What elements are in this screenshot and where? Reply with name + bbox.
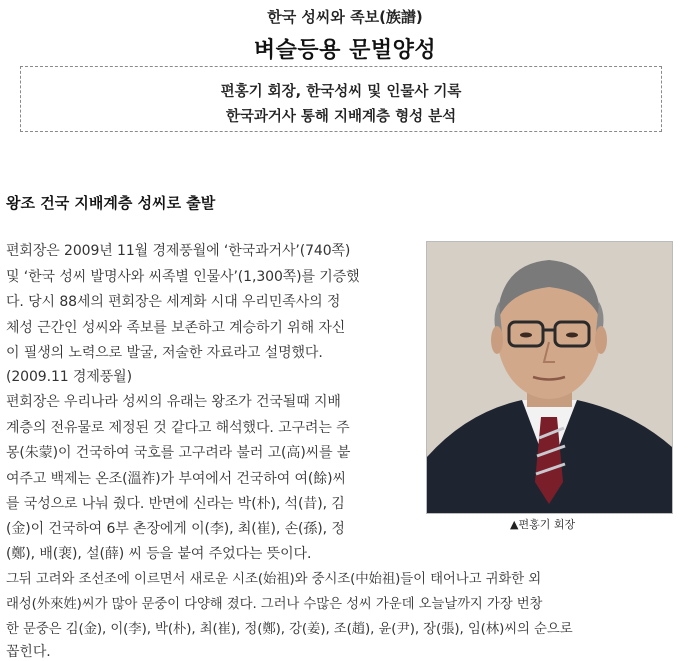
body-line: 꼽힌다. [6, 644, 51, 660]
body-line: (鄭), 배(裵), 설(薛) 씨 등을 붙여 주었다는 뜻이다. [6, 546, 312, 562]
photo-caption: ▲편홍기 회장 [510, 518, 576, 531]
body-line: (2009.11 경제풍월) [6, 369, 132, 385]
body-line: 체성 근간인 성씨와 족보를 보존하고 계승하기 위해 자신 [6, 320, 346, 336]
body-line: 여주고 백제는 온조(溫祚)가 부여에서 건국하여 여(餘)씨 [6, 471, 346, 487]
body-line: 를 국성으로 나눠 줬다. 반면에 신라는 박(朴), 석(昔), 김 [6, 496, 345, 512]
body-line: 그뒤 고려와 조선조에 이르면서 새로운 시조(始祖)와 중시조(中始祖)들이 태어나고 귀화한 외 [6, 572, 542, 587]
body-line: 편회장은 우리나라 성씨의 유래는 왕조가 건국될때 지배 [6, 394, 341, 410]
body-line: 편회장은 2009년 11월 경제풍월에 ‘한국과거사’(740쪽) [6, 243, 351, 259]
body-line: 이 필생의 노력으로 발굴, 저술한 자료라고 설명했다. [6, 345, 323, 361]
subheading-1: 편홍기 회장, 한국성씨 및 인물사 기록 [220, 84, 462, 100]
body-line: 몽(朱蒙)이 건국하여 국호를 고구려라 불러 고(高)씨를 붙 [6, 445, 351, 461]
section-heading: 왕조 건국 지배계층 성씨로 출발 [6, 194, 216, 212]
page-title: 벼슬등용 문벌양성 [253, 38, 437, 63]
body-line: 다. 당시 88세의 편회장은 세계화 시대 우리민족사의 정 [6, 294, 341, 310]
portrait-photo [426, 241, 673, 514]
subheading-2: 한국과거사 통해 지배계층 형성 분석 [225, 109, 457, 125]
subheading-box [20, 66, 662, 132]
body-line: (金)이 건국하여 6부 촌장에게 이(李), 최(崔), 손(孫), 정 [6, 521, 345, 537]
body-line: 및 ‘한국 성씨 발명사와 씨족별 인물사’(1,300쪽)를 기증했 [6, 269, 360, 285]
kicker: 한국 성씨와 족보(族譜) [267, 8, 423, 26]
body-line: 한 문중은 김(金), 이(李), 박(朴), 최(崔), 정(鄭), 강(姜), 조(趙), 윤(尹), 장(張), 임(林)씨의 순으로 [6, 622, 573, 637]
body-line: 계층의 전유물로 제정된 것 같다고 해석했다. 고구려는 주 [6, 420, 350, 436]
body-line: 래성(外來姓)씨가 많아 문중이 다양해 졌다. 그러나 수많은 성씨 가운데 오늘날까지 가장 번창 [6, 597, 543, 612]
